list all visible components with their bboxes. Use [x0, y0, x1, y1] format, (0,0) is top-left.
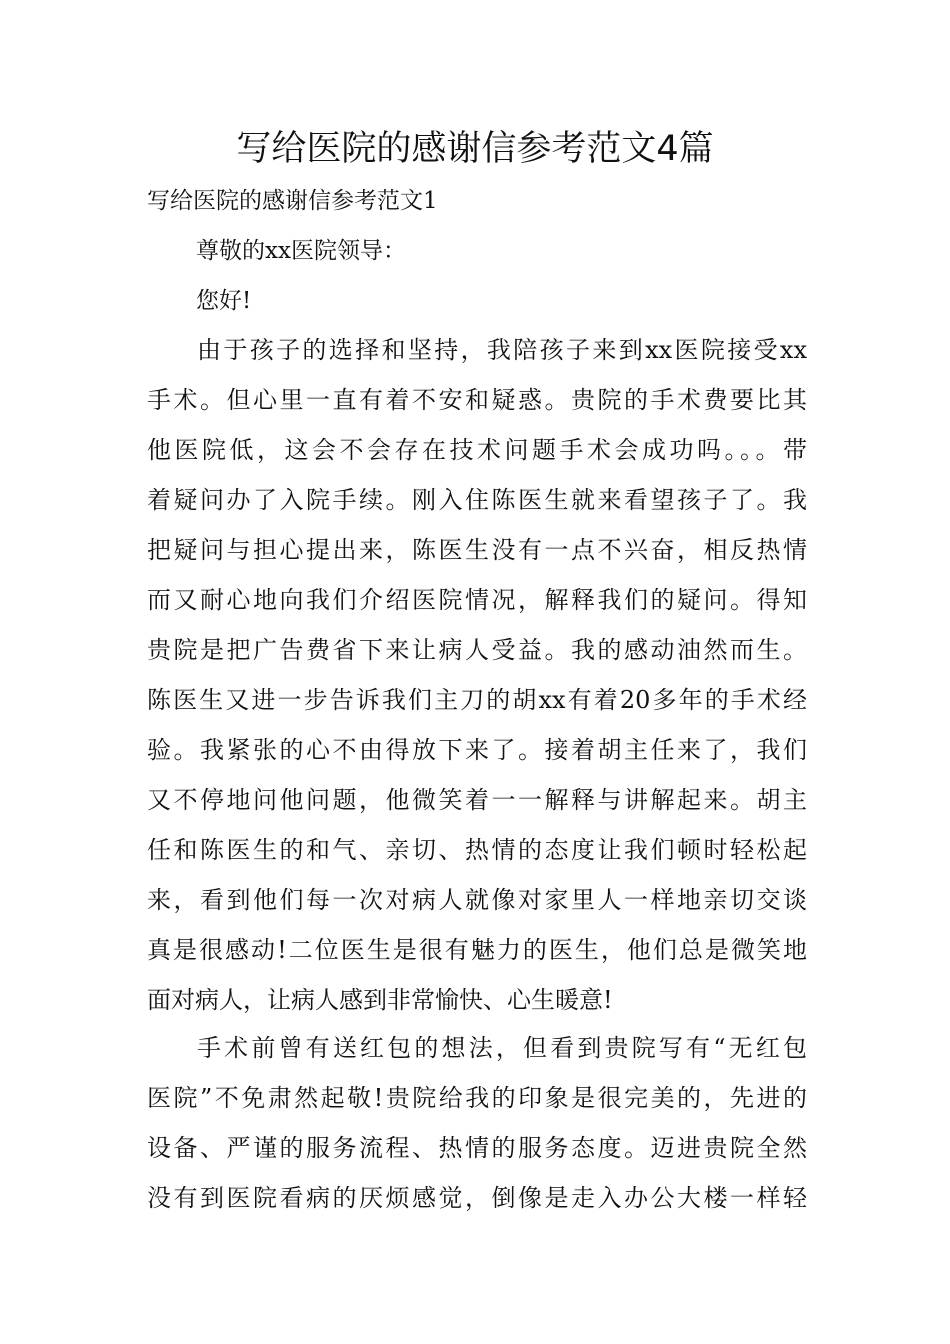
letter-greeting: 您好!: [196, 288, 252, 314]
paragraph-line: 他医院低，这会不会存在技术问题手术会成功吗。。。带: [147, 436, 807, 464]
paragraph-line: 陈医生又进一步告诉我们主刀的胡xx有着20多年的手术经: [147, 686, 807, 714]
paragraph-line: 真是很感动!二位医生是很有魅力的医生，他们总是微笑地: [147, 936, 807, 964]
paragraph-line: 没有到医院看病的厌烦感觉，倒像是走入办公大楼一样轻: [147, 1184, 807, 1212]
paragraph-line: 设备、严谨的服务流程、热情的服务态度。迈进贵院全然: [147, 1134, 807, 1162]
paragraph-line: 面对病人，让病人感到非常愉快、心生暖意!: [147, 986, 613, 1014]
paragraph-line: 手术前曾有送红包的想法，但看到贵院写有“无红包: [197, 1034, 807, 1062]
paragraph-line: 验。我紧张的心不由得放下来了。接着胡主任来了，我们: [147, 736, 807, 764]
paragraph-line: 手术。但心里一直有着不安和疑惑。贵院的手术费要比其: [147, 386, 807, 414]
paragraph-line: 医院”不免肃然起敬!贵院给我的印象是很完美的，先进的: [147, 1084, 807, 1112]
paragraph-line: 任和陈医生的和气、亲切、热情的态度让我们顿时轻松起: [147, 836, 807, 864]
letter-subheading: 写给医院的感谢信参考范文1: [147, 188, 438, 214]
paragraph-2: [147, 1031, 807, 1231]
paragraph-line: 由于孩子的选择和坚持，我陪孩子来到xx医院接受xx: [197, 336, 807, 364]
paragraph-line: 贵院是把广告费省下来让病人受益。我的感动油然而生。: [147, 636, 807, 664]
paragraph-line: 又不停地问他问题，他微笑着一一解释与讲解起来。胡主: [147, 786, 807, 814]
paragraph-line: 来，看到他们每一次对病人就像对家里人一样地亲切交谈: [147, 886, 807, 914]
document-title: 写给医院的感谢信参考范文4篇: [236, 129, 714, 169]
paragraph-1: [147, 333, 807, 1033]
paragraph-line: 着疑问办了入院手续。刚入住陈医生就来看望孩子了。我: [147, 486, 807, 514]
letter-salutation: 尊敬的xx医院领导：: [196, 238, 406, 264]
paragraph-line: 把疑问与担心提出来，陈医生没有一点不兴奋，相反热情: [147, 536, 807, 564]
paragraph-line: 而又耐心地向我们介绍医院情况，解释我们的疑问。得知: [147, 586, 807, 614]
